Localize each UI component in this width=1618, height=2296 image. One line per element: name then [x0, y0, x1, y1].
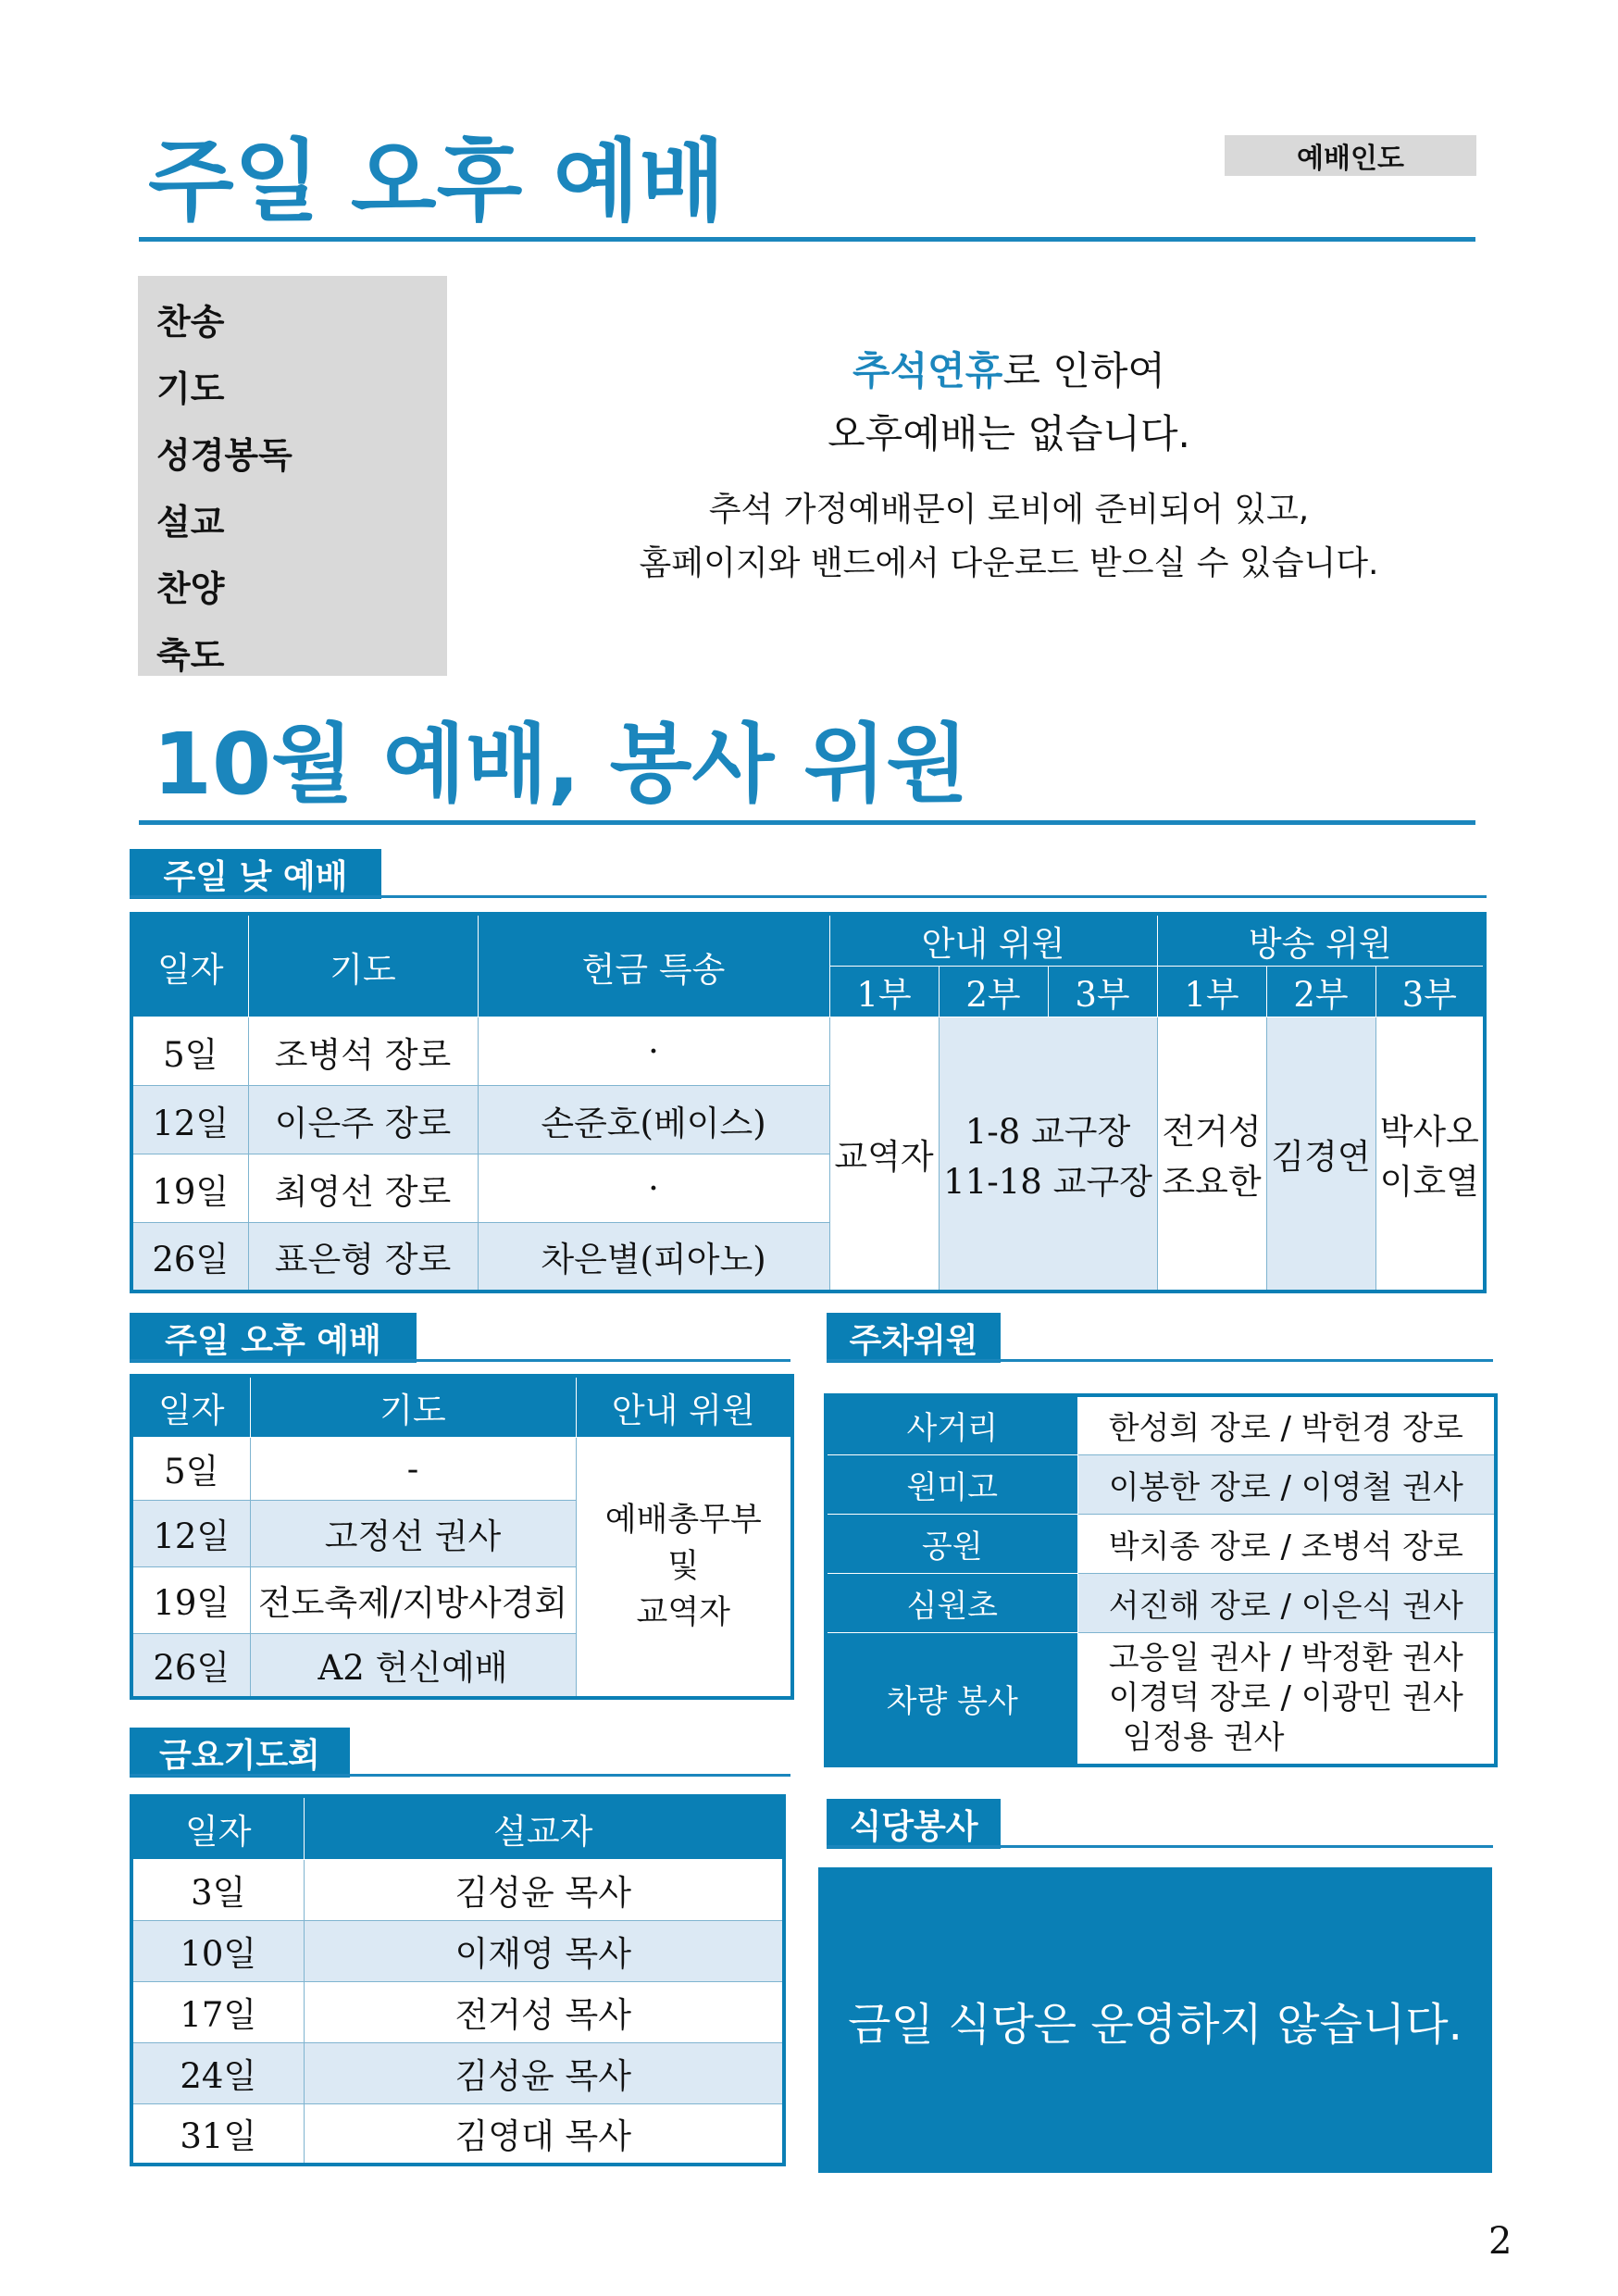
notice-line2: 오후예배는 없습니다.: [828, 411, 1190, 456]
usher-line2: 및: [667, 1548, 700, 1586]
cell-prayer: 고정선 권사: [250, 1500, 576, 1566]
table-row: [131, 1437, 792, 1500]
broadcast-3-line1: 박사오: [1379, 1111, 1479, 1152]
notice-highlight: 추석연휴: [853, 348, 1003, 393]
cell-prayer: 전도축제/지방사경회: [250, 1566, 576, 1633]
broadcast-1-line2: 조요한: [1162, 1161, 1262, 1202]
cell-date: 5일: [131, 1437, 250, 1500]
cell-prayer: 최영선 장로: [248, 1154, 478, 1223]
sunday-afternoon-rule: [130, 1359, 790, 1362]
cell-offering: 손준호(베이스): [478, 1086, 829, 1154]
cell-broadcast-2: 김경연: [1266, 1017, 1375, 1292]
title-rule: [139, 237, 1475, 242]
cell-place: 사거리: [826, 1395, 1077, 1454]
cell-date: 24일: [131, 2042, 304, 2103]
cafeteria-label: 식당봉사: [827, 1799, 1001, 1849]
cell-date: 19일: [131, 1566, 250, 1633]
col-broadcast: 방송 위원: [1157, 914, 1485, 967]
cell-prayer: -: [250, 1437, 576, 1500]
order-item: 설교: [156, 502, 225, 543]
sunday-afternoon-label: 주일 오후 예배: [130, 1313, 417, 1363]
cell-place: 심원초: [826, 1573, 1077, 1632]
table-row: [131, 1981, 784, 2042]
table-row: [131, 1017, 1485, 1086]
cell-date: 17일: [131, 1981, 304, 2042]
col-usher-3: 3부: [1048, 967, 1157, 1017]
cell-offering: 차은별(피아노): [478, 1223, 829, 1292]
cell-preacher: 김성윤 목사: [304, 2042, 784, 2103]
cell-date: 19일: [131, 1154, 248, 1223]
cell-place: 공원: [826, 1514, 1077, 1573]
parking-table: [824, 1393, 1498, 1767]
sunday-morning-rule: [130, 895, 1487, 898]
cell-place: 원미고: [826, 1454, 1077, 1514]
parking-rule: [827, 1359, 1493, 1362]
table-row: [826, 1454, 1496, 1514]
table-row: [131, 2103, 784, 2165]
cell-date: 3일: [131, 1859, 304, 1920]
notice-line4: 홈페이지와 밴드에서 다운로드 받으실 수 있습니다.: [639, 544, 1379, 582]
col-usher-1: 1부: [829, 967, 939, 1017]
cell-broadcast-1: [1157, 1017, 1266, 1292]
cell-prayer: A2 헌신예배: [250, 1633, 576, 1698]
table-row: [131, 1859, 784, 1920]
friday-prayer-rule: [130, 1774, 790, 1777]
cell-usher-23: [939, 1017, 1157, 1292]
committee-title: 10월 예배, 봉사 위원: [153, 715, 969, 814]
cell-names: 이봉한 장로 / 이영철 권사: [1077, 1454, 1496, 1514]
col-usher: 안내 위원: [829, 914, 1157, 967]
cell-broadcast-3: [1375, 1017, 1485, 1292]
cafeteria-rule: [827, 1845, 1493, 1848]
cell-usher: [576, 1437, 792, 1698]
vehicle-line2: 이경덕 장로 / 이광민 권사: [1108, 1678, 1463, 1716]
cell-date: 12일: [131, 1500, 250, 1566]
cell-names: 한성희 장로 / 박헌경 장로: [1077, 1395, 1496, 1454]
cell-offering: ·: [478, 1017, 829, 1086]
broadcast-3-line2: 이호열: [1379, 1161, 1479, 1202]
order-item: 성경봉독: [156, 435, 292, 476]
col-preacher: 설교자: [304, 1796, 784, 1859]
col-broadcast-2: 2부: [1266, 967, 1375, 1017]
cell-prayer: 이은주 장로: [248, 1086, 478, 1154]
cell-date: 26일: [131, 1633, 250, 1698]
cell-preacher: 이재영 목사: [304, 1920, 784, 1981]
cell-date: 5일: [131, 1017, 248, 1086]
cell-date: 10일: [131, 1920, 304, 1981]
col-date: 일자: [131, 1796, 304, 1859]
order-item: 찬송: [156, 302, 225, 343]
col-usher-2: 2부: [939, 967, 1048, 1017]
cell-prayer: 표은형 장로: [248, 1223, 478, 1292]
cell-prayer: 조병석 장로: [248, 1017, 478, 1086]
sunday-morning-label: 주일 낮 예배: [130, 849, 381, 899]
leader-tag: 예배인도: [1225, 135, 1476, 176]
table-row: [826, 1514, 1496, 1573]
friday-prayer-label: 금요기도회: [130, 1728, 350, 1778]
cell-preacher: 전거성 목사: [304, 1981, 784, 2042]
table-row: [131, 2042, 784, 2103]
cell-offering: ·: [478, 1154, 829, 1223]
col-date: 일자: [131, 914, 248, 1017]
table-row: [826, 1395, 1496, 1454]
cell-preacher: 김영대 목사: [304, 2103, 784, 2165]
cell-usher-1: 교역자: [829, 1017, 939, 1292]
cell-vehicle-label: 차량 봉사: [826, 1632, 1077, 1766]
cancel-notice: [518, 341, 1500, 591]
parking-label: 주차위원: [827, 1313, 1001, 1363]
vehicle-line1: 고응일 권사 / 박정환 권사: [1108, 1639, 1463, 1677]
usher-23-line1: 1-8 교구장: [965, 1111, 1131, 1152]
table-row: [826, 1573, 1496, 1632]
usher-line3: 교역자: [636, 1594, 730, 1632]
notice-line3: 추석 가정예배문이 로비에 준비되어 있고,: [708, 491, 1310, 529]
cell-vehicle-names: [1077, 1632, 1496, 1766]
cell-date: 12일: [131, 1086, 248, 1154]
order-item: 찬양: [156, 568, 225, 609]
order-item: 축도: [156, 635, 225, 676]
cafeteria-notice: 금일 식당은 운영하지 않습니다.: [818, 1867, 1492, 2173]
col-prayer: 기도: [248, 914, 478, 1017]
friday-prayer-table: [130, 1794, 786, 2166]
notice-line1: 로 인하여: [1002, 348, 1165, 393]
order-item: 기도: [156, 368, 225, 409]
sunday-afternoon-table: [130, 1374, 794, 1700]
table-row: [131, 1920, 784, 1981]
afternoon-service-title: 주일 오후 예배: [148, 130, 726, 233]
table-row: [826, 1632, 1496, 1766]
vehicle-line3: 임정용 권사: [1122, 1718, 1285, 1756]
cell-date: 31일: [131, 2103, 304, 2165]
cell-names: 서진해 장로 / 이은식 권사: [1077, 1573, 1496, 1632]
committee-rule: [139, 820, 1475, 825]
usher-23-line2: 11-18 교구장: [943, 1161, 1152, 1202]
col-broadcast-1: 1부: [1157, 967, 1266, 1017]
usher-line1: 예배총무부: [604, 1502, 762, 1540]
col-prayer: 기도: [250, 1376, 576, 1437]
col-date: 일자: [131, 1376, 250, 1437]
col-usher: 안내 위원: [576, 1376, 792, 1437]
sunday-morning-table: [130, 912, 1487, 1293]
col-broadcast-3: 3부: [1375, 967, 1485, 1017]
worship-order-box: [138, 276, 447, 676]
cell-preacher: 김성윤 목사: [304, 1859, 784, 1920]
cell-date: 26일: [131, 1223, 248, 1292]
col-offering: 헌금 특송: [478, 914, 829, 1017]
cell-names: 박치종 장로 / 조병석 장로: [1077, 1514, 1496, 1573]
page-number: 2: [1488, 2220, 1512, 2263]
broadcast-1-line1: 전거성: [1162, 1111, 1262, 1152]
